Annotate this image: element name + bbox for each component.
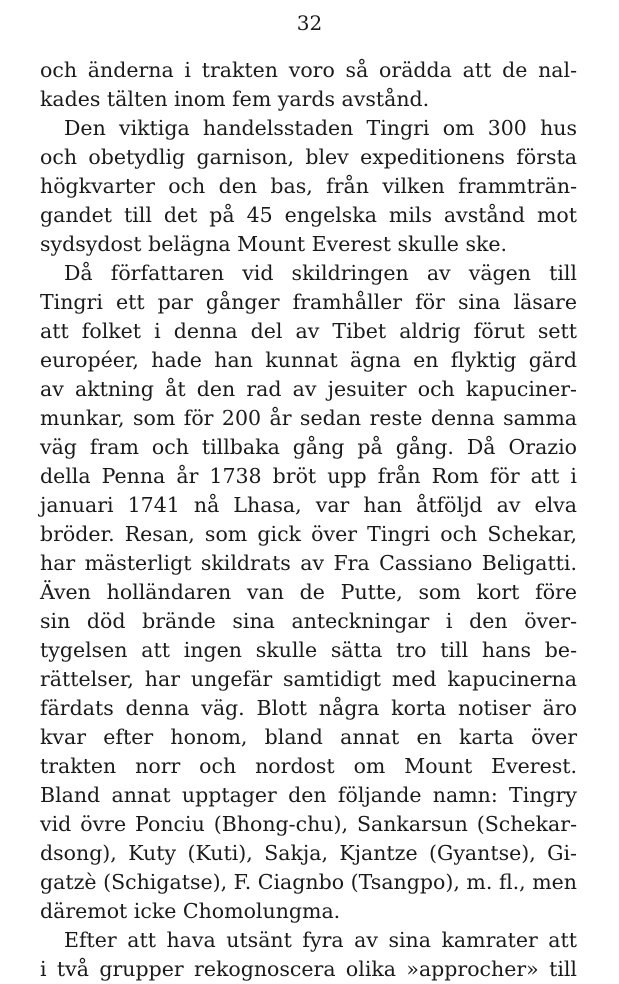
text-line: sin död brände sina anteckningar i den över- — [40, 609, 577, 633]
text-line: färdats denna väg. Blott några korta notiser äro — [40, 696, 577, 720]
text-line: högkvarter och den bas, från vilken frammträn- — [40, 174, 577, 198]
text-line: Tingri ett par gånger framhåller för sina läsare — [40, 290, 577, 314]
text-line: munkar, som för 200 år sedan reste denna samma — [40, 406, 577, 430]
text-line: och obetydlig garnison, blev expeditionens första — [40, 145, 577, 169]
text-line: januari 1741 nå Lhasa, var han åtföljd av elva — [40, 493, 577, 517]
text-line: Bland annat upptager den följande namn: Tingry — [40, 783, 577, 807]
text-line: av aktning åt den rad av jesuiter och kapuciner- — [40, 377, 577, 401]
paragraph-start-line: Då författaren vid skildringen av vägen till — [64, 261, 577, 285]
text-line: sydsydost belägna Mount Everest skulle ske. — [40, 232, 508, 256]
paragraph-start-line: Efter att hava utsänt fyra av sina kamrater att — [64, 928, 577, 952]
text-line: della Penna år 1738 bröt upp från Rom för att i — [40, 464, 577, 488]
text-line: dsong), Kuty (Kuti), Sakja, Kjantze (Gyantse), Gi- — [40, 841, 577, 865]
text-line: i två grupper rekognoscera olika »approcher» till — [40, 957, 577, 981]
text-line: och änderna i trakten voro så orädda att de nal- — [40, 58, 577, 82]
text-line: däremot icke Chomolungma. — [40, 899, 341, 923]
paragraph-start-line: Den viktiga handelsstaden Tingri om 300 hus — [64, 116, 577, 140]
text-line: tygelsen att ingen skulle sätta tro till hans be- — [40, 638, 577, 662]
text-line: vid övre Ponciu (Bhong-chu), Sankarsun (Schekar- — [40, 812, 577, 836]
text-line: väg fram och tillbaka gång på gång. Då Orazio — [40, 435, 577, 459]
body-text — [40, 56, 577, 984]
text-line: bröder. Resan, som gick över Tingri och Schekar, — [40, 522, 577, 546]
text-line: gatzè (Schigatse), F. Ciagnbo (Tsangpo), m. fl., men — [40, 870, 577, 894]
text-line: kades tälten inom fem yards avstånd. — [40, 87, 430, 111]
text-line: européer, hade han kunnat ägna en flyktig gärd — [40, 348, 577, 372]
text-line: har mästerligt skildrats av Fra Cassiano Beligatti. — [40, 551, 577, 575]
text-line: Även holländaren van de Putte, som kort före — [40, 580, 577, 604]
text-line: att folket i denna del av Tibet aldrig förut sett — [40, 319, 577, 343]
text-line: gandet till det på 45 engelska mils avstånd mot — [40, 203, 577, 227]
page-number: 32 — [296, 11, 323, 35]
text-line: rättelser, har ungefär samtidigt med kapucinerna — [40, 667, 577, 691]
text-line: kvar efter honom, bland annat en karta över — [40, 725, 577, 749]
text-line: trakten norr och nordost om Mount Everest. — [40, 754, 577, 778]
